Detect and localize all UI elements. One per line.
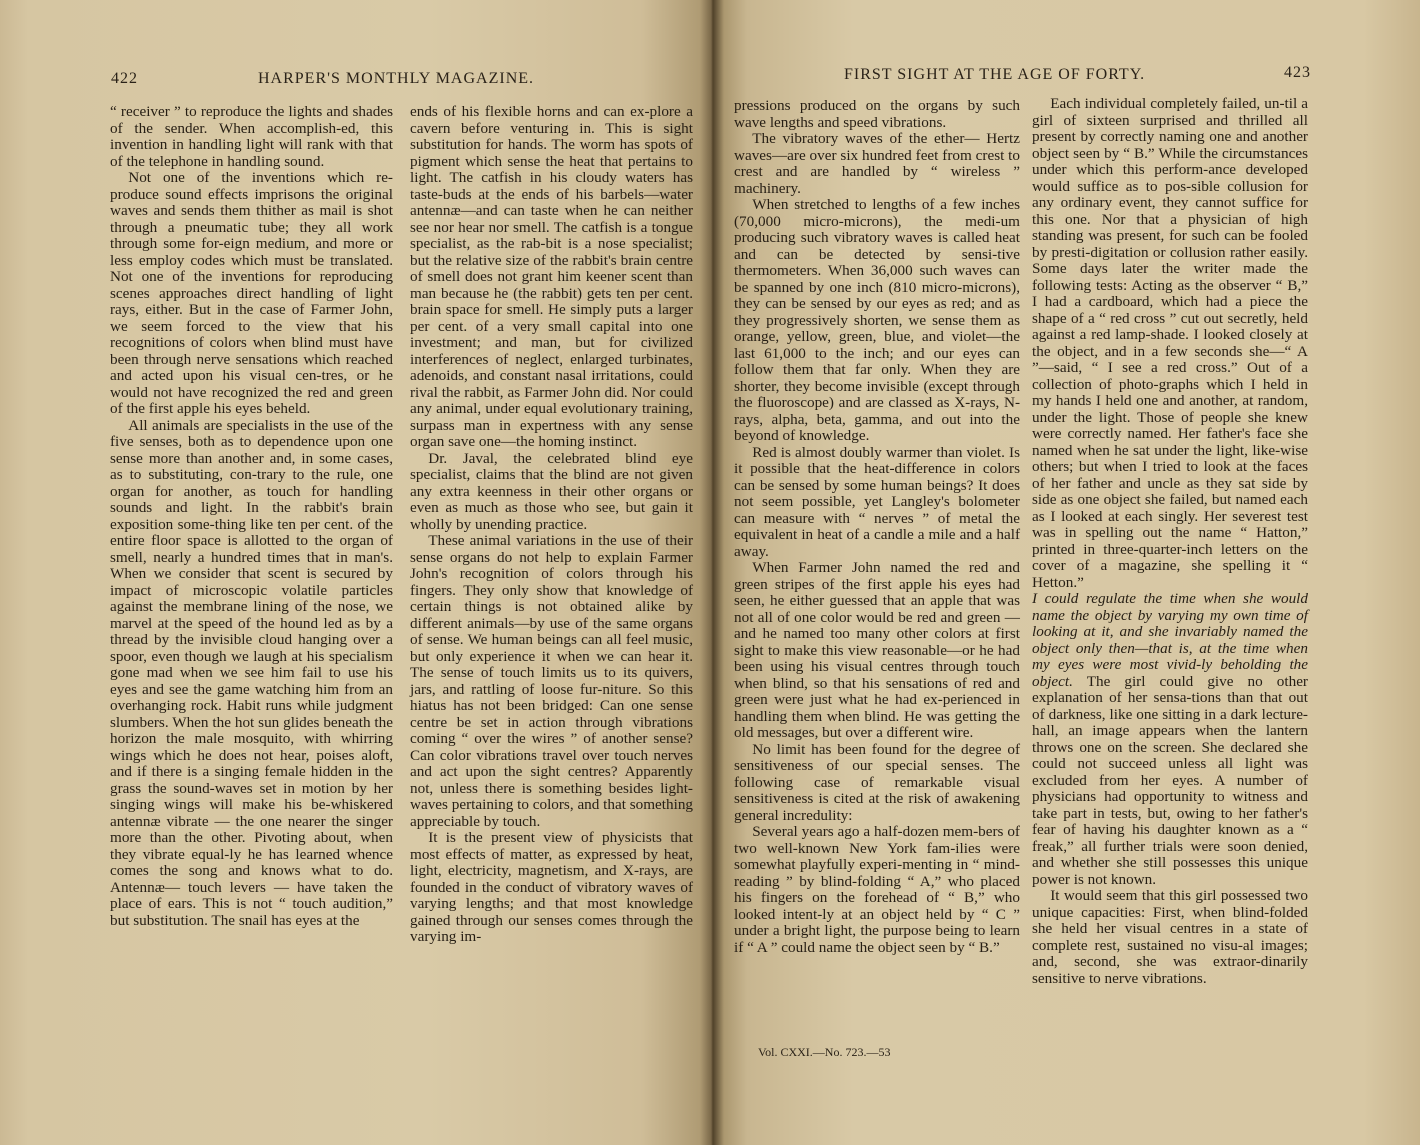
left-column-1	[110, 104, 393, 929]
left-page-number: 422	[111, 70, 138, 87]
paragraph: When Farmer John named the red and green stripes of the first apple his eyes had seen, he either guessed that an apple that was not all of one color would be red and green — and he named too many other colors at first sight to make this view reasonable—or he had been using his visual centres through touch when blind, so that his sensations of red and green were just what he had ex-perienced in handling them when blind. He was getting the old messages, but over a different wire.	[734, 559, 1020, 741]
paragraph	[1032, 591, 1308, 888]
left-column-2	[410, 104, 693, 946]
paragraph: Dr. Javal, the celebrated blind eye specialist, claims that the blind are not given any extra keenness in their other organs or even as much as those who see, but gain it wholly by unending practice.	[410, 449, 693, 533]
paragraph: No limit has been found for the degree of sensitiveness of our special senses. The following case of remarkable visual sensitiveness is cited at the risk of awakening general incredulity:	[734, 740, 1020, 824]
paragraph: Red is almost doubly warmer than violet. Is it possible that the heat-difference in colors can be sensed by some human beings? It does not seem possible, yet Langley's bolometer can measure with “ nerves ” of metal the equivalent in heat of a candle a mile and a half away.	[734, 443, 1020, 560]
paragraph: All animals are specialists in the use of the five senses, both as to dependence upon one sense more than another and, in some cases, as to substituting, con-trary to the rule, one organ for another, as touch for handling sounds and light. In the rabbit's brain exposition some-thing like ten per cent. of the entire floor space is allotted to the organ of smell, nearly a hundred times that in man's. When we consider that scent is secured by impact of microscopic volatile particles against the membrane lining of the nose, we marvel at the speed of the hound led as by a thread by the invisible cloud hanging over a spoor, even though we laugh at his specialism gone mad when we see him fail to use his eyes and see the game watching him from an overhanging rock. Habit runs while judgment slumbers. When the hot sun glides beneath the horizon the male mosquito, with whirring wings which he does not hear, poises aloft, and if there is a singing female hidden in the grass the sound-waves set in motion by her singing wings will make his be-whiskered antennæ vibrate — the one nearer the singer more than the other. Pivoting about, when they vibrate equal-ly he has learned whence comes the song and knows what to do. Antennæ— touch levers — have taken the place of ears. This is not “ touch audition,” but substitution. The snail has eyes at the	[110, 416, 393, 929]
italic-passage: I could regulate the time when she would name the object by varying my own time of looking at it, and she invariably named the object only then—that is, at the time when my eyes were most vivid-ly beholding the object.	[1032, 590, 1308, 690]
left-running-head: HARPER'S MONTHLY MAGAZINE.	[258, 70, 535, 87]
right-page-number: 423	[1284, 64, 1311, 81]
paragraph: Each individual completely failed, un-til a girl of sixteen surprised and thrilled all present by correctly naming one and another object seen by “ B.” While the circumstances under which this perform-ance developed would suffice as to pos-sible collusion for any ordinary event, they cannot suffice for this one. Nor that a physician of high standing was present, for such can be fooled by presti-digitation or collusion rather easily. Some days later the writer made the following tests: Acting as the observer “ B,” I had a cardboard, which had a piece the shape of a “ red cross ” cut out secretly, held against a red lamp-shade. I looked closely at the object, and in a few seconds she—“ A ”—said, “ I see a red cross.” Out of a collection of photo-graphs which I held in my hands I held one and another, at random, under the light. Those of people she knew were correctly named. Her father's face she named when he sat under the light, like-wise others; but when I tried to look at the faces of her father and uncle as they sat side by side as one object she failed, but named each as I looked at each singly. Her severest test was in spelling out the name “ Hatton,” printed in three-quarter-inch letters on the cover of a magazine, she spelling it “ Hetton.”	[1032, 95, 1308, 591]
paragraph: Several years ago a half-dozen mem-bers of two well-known New York fam-ilies were somewhat playfully experi-menting in “ mind-reading ” by blind-folding “ A,” who placed his fingers on the forehead of “ B,” who looked intent-ly at an object held by “ C ” under a bright light, the purpose being to learn if “ A ” could name the object seen by “ B.”	[734, 823, 1020, 956]
right-column-2	[1032, 96, 1308, 987]
paragraph-continuation: The girl could give no other explanation of her sensa-tions than that out of darkness, like one sitting in a dark lecture-hall, an image appears when the lantern throws one on the screen. She declared she could not succeed unless all light was excluded from her eyes. A number of physicians had opportunity to witness and take part in tests, but, owing to her father's fear of having his daughter known as a “ freak,” all further trials were soon denied, and whether she still possesses this unique power is not known.	[1032, 672, 1308, 888]
paragraph: Not one of the inventions which re-produce sound effects imprisons the original waves and sends them thither as mail is shot through a pneumatic tube; they all work through some for-eign medium, and more or less employ codes which must be translated. Not one of the inventions for reproducing scenes approaches direct handling of light rays, either. But in the case of Farmer John, we seem forced to the view that his recognitions of colors when blind must have been through nerve sensations which reached and acted upon his visual cen-tres, or he would not have recognized the red and green of the first apple his eyes beheld.	[110, 169, 393, 417]
paragraph: It is the present view of physicists that most effects of matter, as expressed by heat, light, electricity, magnetism, and X-rays, are founded in the conduct of vibratory waves of varying lengths; and that most knowledge gained through our senses comes through the varying im-	[410, 829, 693, 945]
right-column-1	[734, 98, 1020, 956]
paragraph: The vibratory waves of the ether— Hertz waves—are over six hundred feet from crest to crest and are handled by “ wireless ” machinery.	[734, 130, 1020, 197]
paragraph: These animal variations in the use of their sense organs do not help to explain Farmer John's recognition of colors through his fingers. They only show that knowledge of certain things is not obtained alike by different animals—by use of the same organs of sense. We human beings can all feel music, but only experience it when we can hear it. The sense of touch limits us to its quivers, jars, and rattling of loose fur-niture. So this hiatus has not been bridged: Can one sense centre be set in action through vibrations coming “ over the wires ” of another sense? Can color vibrations travel over touch nerves and act upon the sight centres? Apparently not, unless there is something besides light-waves pertaining to colors, and that something appreciable by touch.	[410, 532, 694, 830]
right-page	[712, 0, 1420, 1145]
right-running-head: FIRST SIGHT AT THE AGE OF FORTY.	[844, 66, 1146, 83]
paragraph: When stretched to lengths of a few inches (70,000 micro-microns), the medi-um producing such vibratory waves is called heat and can be detected by sensi-tive thermometers. When 36,000 such waves can be spanned by one inch (810 micro-microns), they can be sensed by our eyes as red; and as they progressively shorten, we sense them as orange, yellow, green, blue, and violet—the last 61,000 to the inch; and our eyes can follow them that far only. When they are shorter, they become invisible (except through the fluoroscope) and are classed as X-rays, N-rays, alpha, beta, gamma, and out into the beyond of knowledge.	[734, 196, 1020, 444]
book-gutter	[700, 0, 724, 1145]
paragraph: It would seem that this girl possessed two unique capacities: First, when blind-folded she held her visual centres in a state of complete rest, sustained no visu-al images; and, second, she was extraor-dinarily sensitive to nerve vibrations.	[1032, 887, 1308, 987]
volume-footer: Vol. CXXI.—No. 723.—53	[758, 1045, 891, 1059]
paragraph: pressions produced on the organs by such wave lengths and speed vibrations.	[734, 97, 1020, 131]
paragraph: “ receiver ” to reproduce the lights and shades of the sender. When accomplish-ed, this invention in handling light will rank with that of the telephone in handling sound.	[110, 103, 393, 170]
paragraph: ends of his flexible horns and can ex-plore a cavern before venturing in. This is sight substitution for hands. The worm has spots of pigment which sense the heat that pertains to light. The catfish in his cloudy waters has taste-buds at the ends of his barbels—water antennæ—and can taste when he can neither see nor hear nor smell. The catfish is a tongue specialist, as the rab-bit is a nose specialist; but the relative size of the rabbit's brain centre of smell does not grant him keener scent than man because he (the rabbit) gets ten per cent. brain space for smell. He simply puts a larger per cent. of a very small capital into one investment; and man, but for civilized interferences of neglect, enlarged turbinates, adenoids, and constant nasal irritations, could rival the rabbit, as Farmer John did. Nor could any animal, under equal evolutionary training, surpass man in expertness with any sense organ save one—the homing instinct.	[410, 103, 693, 450]
